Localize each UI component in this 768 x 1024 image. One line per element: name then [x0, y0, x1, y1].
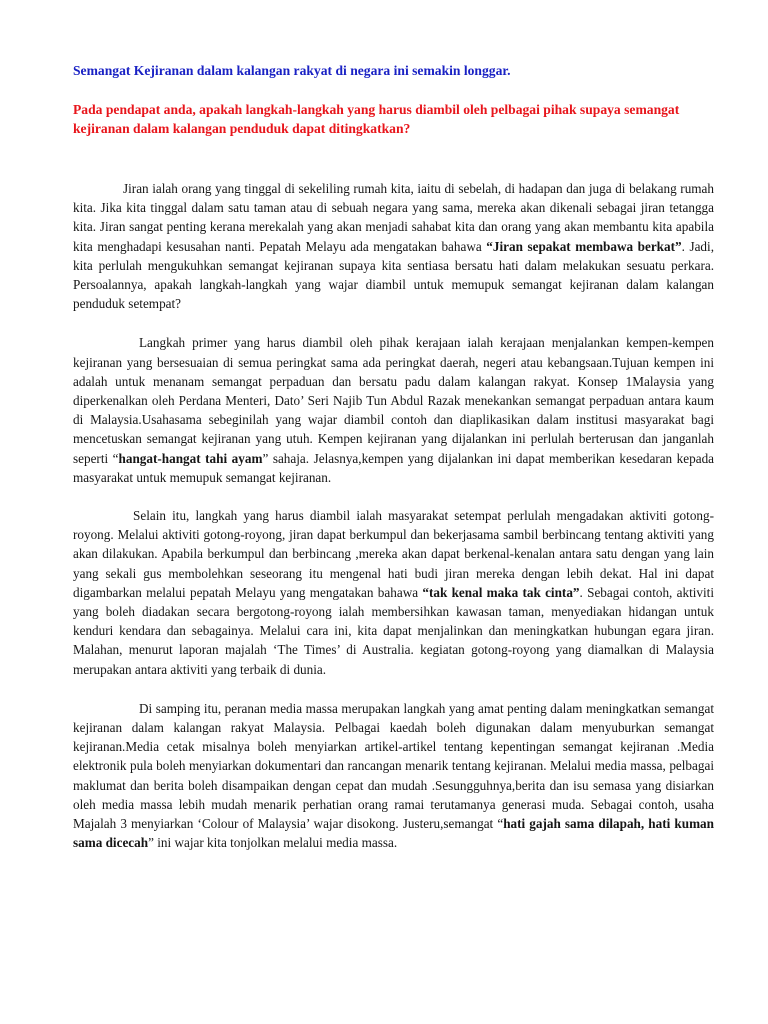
proverb-quote: hati gajah sama dilapah, hati kuman sama dicecah [73, 816, 714, 851]
paragraph-text: ” sahaja. Jelasnya,kempen yang dijalankan ini dapat memberikan kesedaran kepada masyarakat untuk memupuk semangat kejiranan. [73, 450, 715, 485]
essay-question: Pada pendapat anda, apakah langkah-langkah yang harus diambil oleh pelbagai pihak supaya semangat kejiranan dalam kalangan penduduk dapat ditingkatkan? [73, 102, 680, 136]
paragraph-text: . Sebagai contoh, aktiviti yang boleh diadakan secara bergotong-royong ialah membersihkan kawasan taman, menyediakan hidangan untuk kenduri kendara dan sebagainya. Melalui cara ini, kita dapat menjalinkan dan meningkatkan hubungan egara jiran. Malahan, menurut laporan majalah ‘The Times’ di Australia. kegiatan gotong-royong yang diamalkan di Malaysia merupakan antara aktiviti yang terbaik di dunia. [73, 584, 714, 677]
paragraph-text: ” ini wajar kita tonjolkan melalui media massa. [148, 835, 398, 851]
paragraph-text: Di samping itu, peranan media massa merupakan langkah yang amat penting dalam meningkatkan semangat kejiranan dalam kalangan rakyat Malaysia. Pelbagai kaedah boleh digunakan dalam menyuburkan semangat kejiranan.Media cetak misalnya boleh menyiarkan artikel-artikel tentang kepentingan semangat kejiranan .Media elektronik pula boleh menyiarkan dokumentari dan rancangan menarik tentang kejiranan. Melalui media massa, pelbagai maklumat dan berita boleh disampaikan dengan cepat dan mudah .Sesungguhnya,berita dan isu semasa yang disiarkan oleh media massa lebih mudah menarik perhatian orang ramai terutamanya generasi muda. Sebagai contoh, usaha Majalah 3 menyiarkan ‘Colour of Malaysia’ wajar disokong. Justeru,semangat “ [73, 700, 714, 832]
document-page [73, 62, 714, 853]
essay-title: Semangat Kejiranan dalam kalangan rakyat di negara ini semakin longgar. [73, 63, 511, 78]
paragraph-text: . Jadi, kita perlulah mengukuhkan semangat kejiranan supaya kita sentiasa bersatu hati dalam melakukan sesuatu perkara. Persoalannya, apakah langkah-langkah yang wajar diambil untuk memupuk semangat kejiranan dalam kalangan penduduk setempat? [73, 238, 714, 312]
paragraph-point-3 [73, 699, 714, 853]
proverb-quote: “Jiran sepakat membawa berkat” [486, 238, 682, 254]
proverb-quote: hangat-hangat tahi ayam [118, 450, 263, 466]
paragraph-text: Selain itu, langkah yang harus diambil ialah masyarakat setempat perlulah mengadakan aktiviti gotong-royong. Melalui aktiviti gotong-royong, jiran dapat berkumpul dan bekerjasama sambil berbincang tentang aktiviti yang akan dilakukan. Apabila berkumpul dan berbincang ,mereka akan dapat berkenal-kenalan antara satu dengan yang lain yang sekali gus membolehkan seseorang itu mengenal hati budi jiran mereka dengan lebih dekat. Hal ini dapat digambarkan melalui pepatah Melayu yang mengatakan bahawa [73, 508, 714, 600]
paragraph-introduction [73, 179, 714, 313]
paragraph-text: Jiran ialah orang yang tinggal di sekeliling rumah kita, iaitu di sebelah, di hadapan dan juga di belakang rumah kita. Jika kita tinggal dalam satu taman atau di sebuah negara yang sama, mereka akan dikenali sebagai jiran tetangga kita. Jiran sangat penting kerana merekalah yang akan menjadi sahabat kita dan orang yang akan membantu kita apabila kita menghadapi kesusahan nanti. Pepatah Melayu ada mengatakan bahawa [73, 181, 714, 254]
proverb-quote: “tak kenal maka tak cinta” [422, 584, 580, 600]
paragraph-point-1 [73, 333, 714, 487]
paragraph-text: Langkah primer yang harus diambil oleh pihak kerajaan ialah kerajaan menjalankan kempen-kempen kejiranan yang bersesuaian di semua peringkat sama ada peringkat daerah, negeri atau kebangsaan.Tujuan kempen ini adalah untuk menanam semangat perpaduan dan bersatu padu dalam kalangan rakyat. Konsep 1Malaysia yang diperkenalkan oleh Perdana Menteri, Dato’ Seri Najib Tun Abdul Razak menekankan semangat perpaduan antara kaum di Malaysia.Usahasama sebeginilah yang wajar diambil contoh dan diaplikasikan dalam institusi masyarakat bagi mencetuskan semangat kejiranan yang utuh. Kempen kejiranan yang dijalankan ini perlulah berterusan dan janganlah seperti “ [73, 335, 714, 466]
paragraph-point-2 [73, 506, 714, 679]
